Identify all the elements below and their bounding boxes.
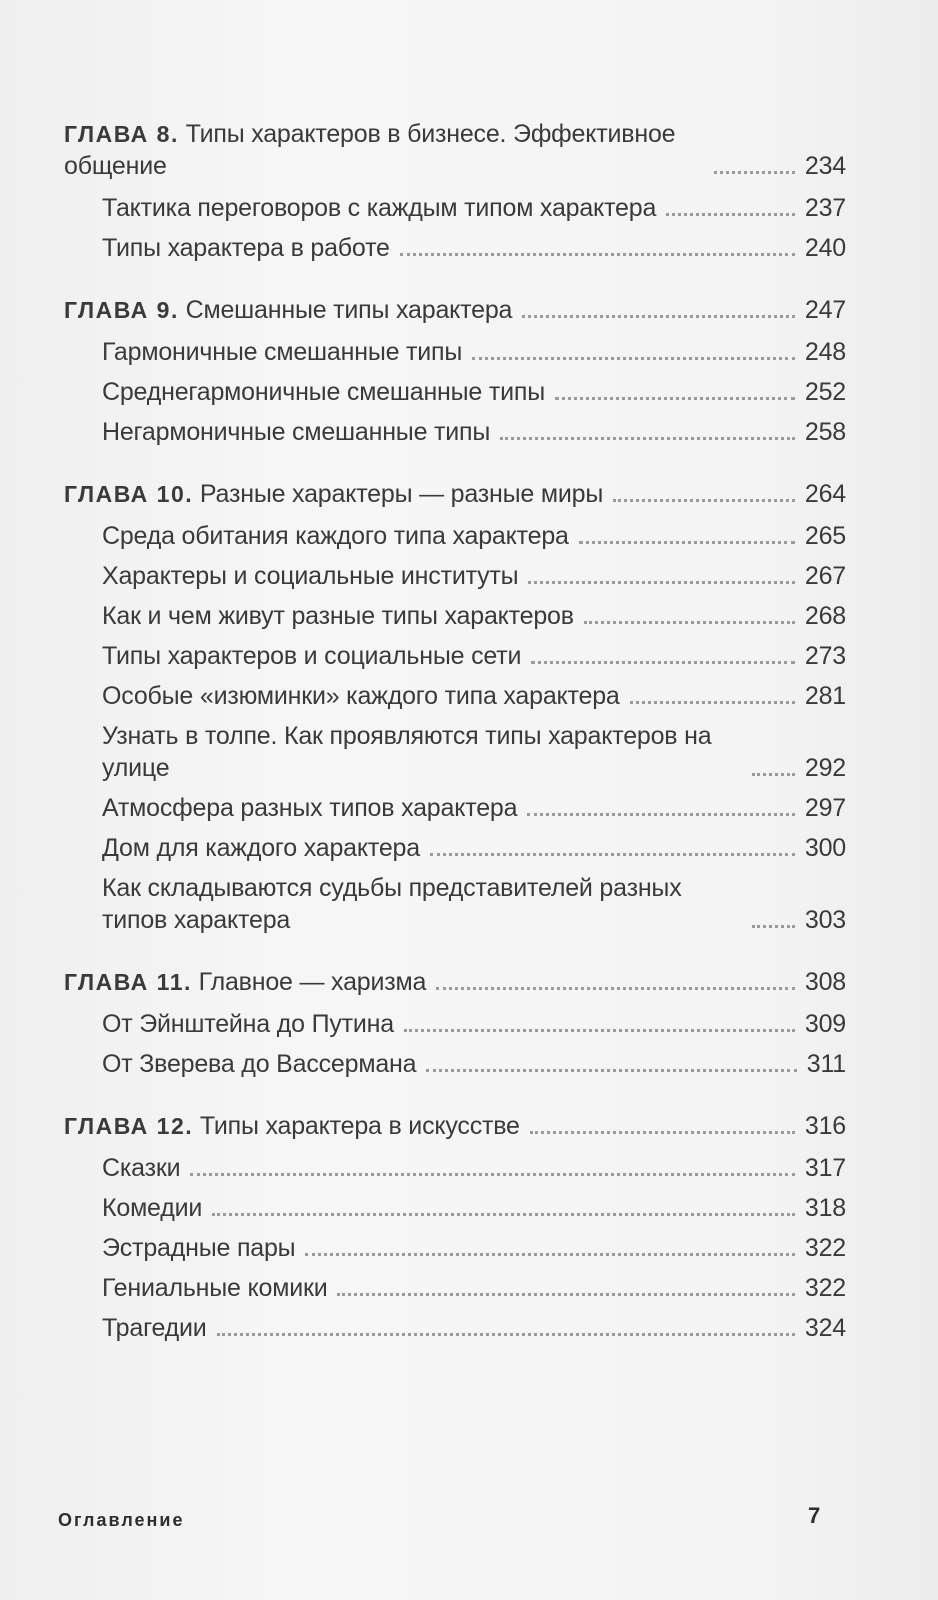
section-entry[interactable] xyxy=(64,792,846,824)
chapter-entry[interactable] xyxy=(64,1110,846,1142)
section-entry[interactable] xyxy=(64,376,846,408)
toc-chapter xyxy=(64,478,846,936)
section-title: Среда обитания каждого типа характера xyxy=(102,522,569,550)
section-page-number: 297 xyxy=(804,794,846,822)
toc-chapter xyxy=(64,118,846,264)
chapter-page-number: 316 xyxy=(804,1112,846,1140)
chapter-entry[interactable] xyxy=(64,294,846,326)
section-page-number: 268 xyxy=(804,602,846,630)
section-title: Типы характеров и социальные сети xyxy=(102,642,522,670)
section-title: Дом для каждого характера xyxy=(102,834,420,862)
section-page-number: 317 xyxy=(804,1154,846,1182)
chapter-label xyxy=(64,294,512,326)
chapter-number: ГЛАВА 12. xyxy=(64,1113,194,1139)
dot-leader xyxy=(337,1292,794,1296)
toc-chapter xyxy=(64,966,846,1080)
dot-leader xyxy=(430,852,795,856)
section-entry[interactable] xyxy=(64,720,846,784)
chapter-label xyxy=(64,966,426,998)
section-entry[interactable] xyxy=(64,520,846,552)
chapter-page-number: 264 xyxy=(804,480,846,508)
dot-leader xyxy=(666,212,795,216)
dot-leader xyxy=(752,924,795,928)
section-entry[interactable] xyxy=(64,192,846,224)
chapter-page-number: 234 xyxy=(804,152,846,180)
chapter-entry[interactable] xyxy=(64,118,846,182)
dot-leader xyxy=(714,170,795,174)
chapter-number: ГЛАВА 11. xyxy=(64,969,192,995)
dot-leader xyxy=(579,540,795,544)
dot-leader xyxy=(528,580,794,584)
dot-leader xyxy=(613,498,795,502)
section-page-number: 324 xyxy=(804,1314,846,1342)
dot-leader xyxy=(436,986,795,990)
section-page-number: 303 xyxy=(804,906,846,934)
section-title: Типы характера в работе xyxy=(102,234,390,262)
section-title: Как и чем живут разные типы характеров xyxy=(102,602,574,630)
section-page-number: 300 xyxy=(804,834,846,862)
section-page-number: 267 xyxy=(804,562,846,590)
chapter-number: ГЛАВА 9. xyxy=(64,297,179,323)
dot-leader xyxy=(584,620,795,624)
dot-leader xyxy=(530,1130,795,1134)
section-page-number: 292 xyxy=(804,754,846,782)
page-number: 7 xyxy=(808,1503,821,1528)
dot-leader xyxy=(400,252,795,256)
section-entry[interactable] xyxy=(64,680,846,712)
section-title: Негармоничные смешанные типы xyxy=(102,418,491,446)
section-title: Эстрадные пары xyxy=(102,1234,296,1262)
section-entry[interactable] xyxy=(64,1272,846,1304)
chapter-page-number: 247 xyxy=(804,296,846,324)
dot-leader xyxy=(472,356,795,360)
dot-leader xyxy=(752,772,795,776)
section-entry[interactable] xyxy=(64,336,846,368)
chapter-title: Разные характеры — разные миры xyxy=(199,480,604,508)
toc-chapter xyxy=(64,294,846,448)
section-title: Особые «изюминки» каждого типа характера xyxy=(102,682,620,710)
chapter-label xyxy=(64,118,704,182)
chapter-number: ГЛАВА 10. xyxy=(64,481,194,507)
section-entry[interactable] xyxy=(64,232,846,264)
running-footer-title: Оглавление xyxy=(58,1510,185,1530)
dot-leader xyxy=(404,1028,795,1032)
section-page-number: 322 xyxy=(804,1234,846,1262)
section-title: Узнать в толпе. Как проявляются типы характеров на улице xyxy=(102,722,712,782)
section-entry[interactable] xyxy=(64,640,846,672)
section-page-number: 311 xyxy=(806,1050,846,1078)
section-page-number: 318 xyxy=(804,1194,846,1222)
section-entry[interactable] xyxy=(64,872,846,936)
section-title: Гениальные комики xyxy=(102,1274,328,1302)
section-title: Среднегармоничные смешанные типы xyxy=(102,378,546,406)
section-entry[interactable] xyxy=(64,1008,846,1040)
section-title: Как складываются судьбы представителей разных типов характера xyxy=(102,874,682,934)
dot-leader xyxy=(305,1252,794,1256)
section-page-number: 248 xyxy=(804,338,846,366)
dot-leader xyxy=(522,314,795,318)
chapter-entry[interactable] xyxy=(64,966,846,998)
chapter-label xyxy=(64,478,603,510)
toc-chapter xyxy=(64,1110,846,1344)
section-page-number: 281 xyxy=(804,682,846,710)
section-entry[interactable] xyxy=(64,600,846,632)
section-title: Тактика переговоров с каждым типом характера xyxy=(102,194,657,222)
section-page-number: 265 xyxy=(804,522,846,550)
chapter-title: Главное — харизма xyxy=(198,968,427,996)
section-page-number: 237 xyxy=(804,194,846,222)
dot-leader xyxy=(212,1212,795,1216)
section-title: Сказки xyxy=(102,1154,181,1182)
section-entry[interactable] xyxy=(64,560,846,592)
section-title: Атмосфера разных типов характера xyxy=(102,794,518,822)
section-page-number: 309 xyxy=(804,1010,846,1038)
section-title: Комедии xyxy=(102,1194,203,1222)
section-title: От Эйнштейна до Путина xyxy=(102,1010,394,1038)
section-page-number: 252 xyxy=(804,378,846,406)
section-title: Характеры и социальные институты xyxy=(102,562,519,590)
chapter-number: ГЛАВА 8. xyxy=(64,121,179,147)
dot-leader xyxy=(630,700,795,704)
chapter-page-number: 308 xyxy=(804,968,846,996)
table-of-contents xyxy=(64,118,846,1374)
chapter-title: Смешанные типы характера xyxy=(185,296,513,324)
section-page-number: 273 xyxy=(804,642,846,670)
chapter-title: Типы характера в искусстве xyxy=(199,1112,520,1140)
chapter-entry[interactable] xyxy=(64,478,846,510)
section-page-number: 240 xyxy=(804,234,846,262)
section-title: Трагедии xyxy=(102,1314,207,1342)
section-entry[interactable] xyxy=(64,1312,846,1344)
section-entry[interactable] xyxy=(64,416,846,448)
section-entry[interactable] xyxy=(64,1048,846,1080)
dot-leader xyxy=(217,1332,795,1336)
dot-leader xyxy=(527,812,795,816)
section-entry[interactable] xyxy=(64,1232,846,1264)
section-title: Гармоничные смешанные типы xyxy=(102,338,463,366)
section-entry[interactable] xyxy=(64,1192,846,1224)
dot-leader xyxy=(555,396,795,400)
chapter-title: Типы характеров в бизнесе. Эффективное общение xyxy=(64,120,676,180)
dot-leader xyxy=(531,660,795,664)
chapter-label xyxy=(64,1110,520,1142)
dot-leader xyxy=(190,1172,795,1176)
section-entry[interactable] xyxy=(64,1152,846,1184)
section-entry[interactable] xyxy=(64,832,846,864)
dot-leader xyxy=(500,436,795,440)
section-page-number: 322 xyxy=(804,1274,846,1302)
section-page-number: 258 xyxy=(804,418,846,446)
dot-leader xyxy=(426,1068,796,1072)
section-title: От Зверева до Вассермана xyxy=(102,1050,417,1078)
